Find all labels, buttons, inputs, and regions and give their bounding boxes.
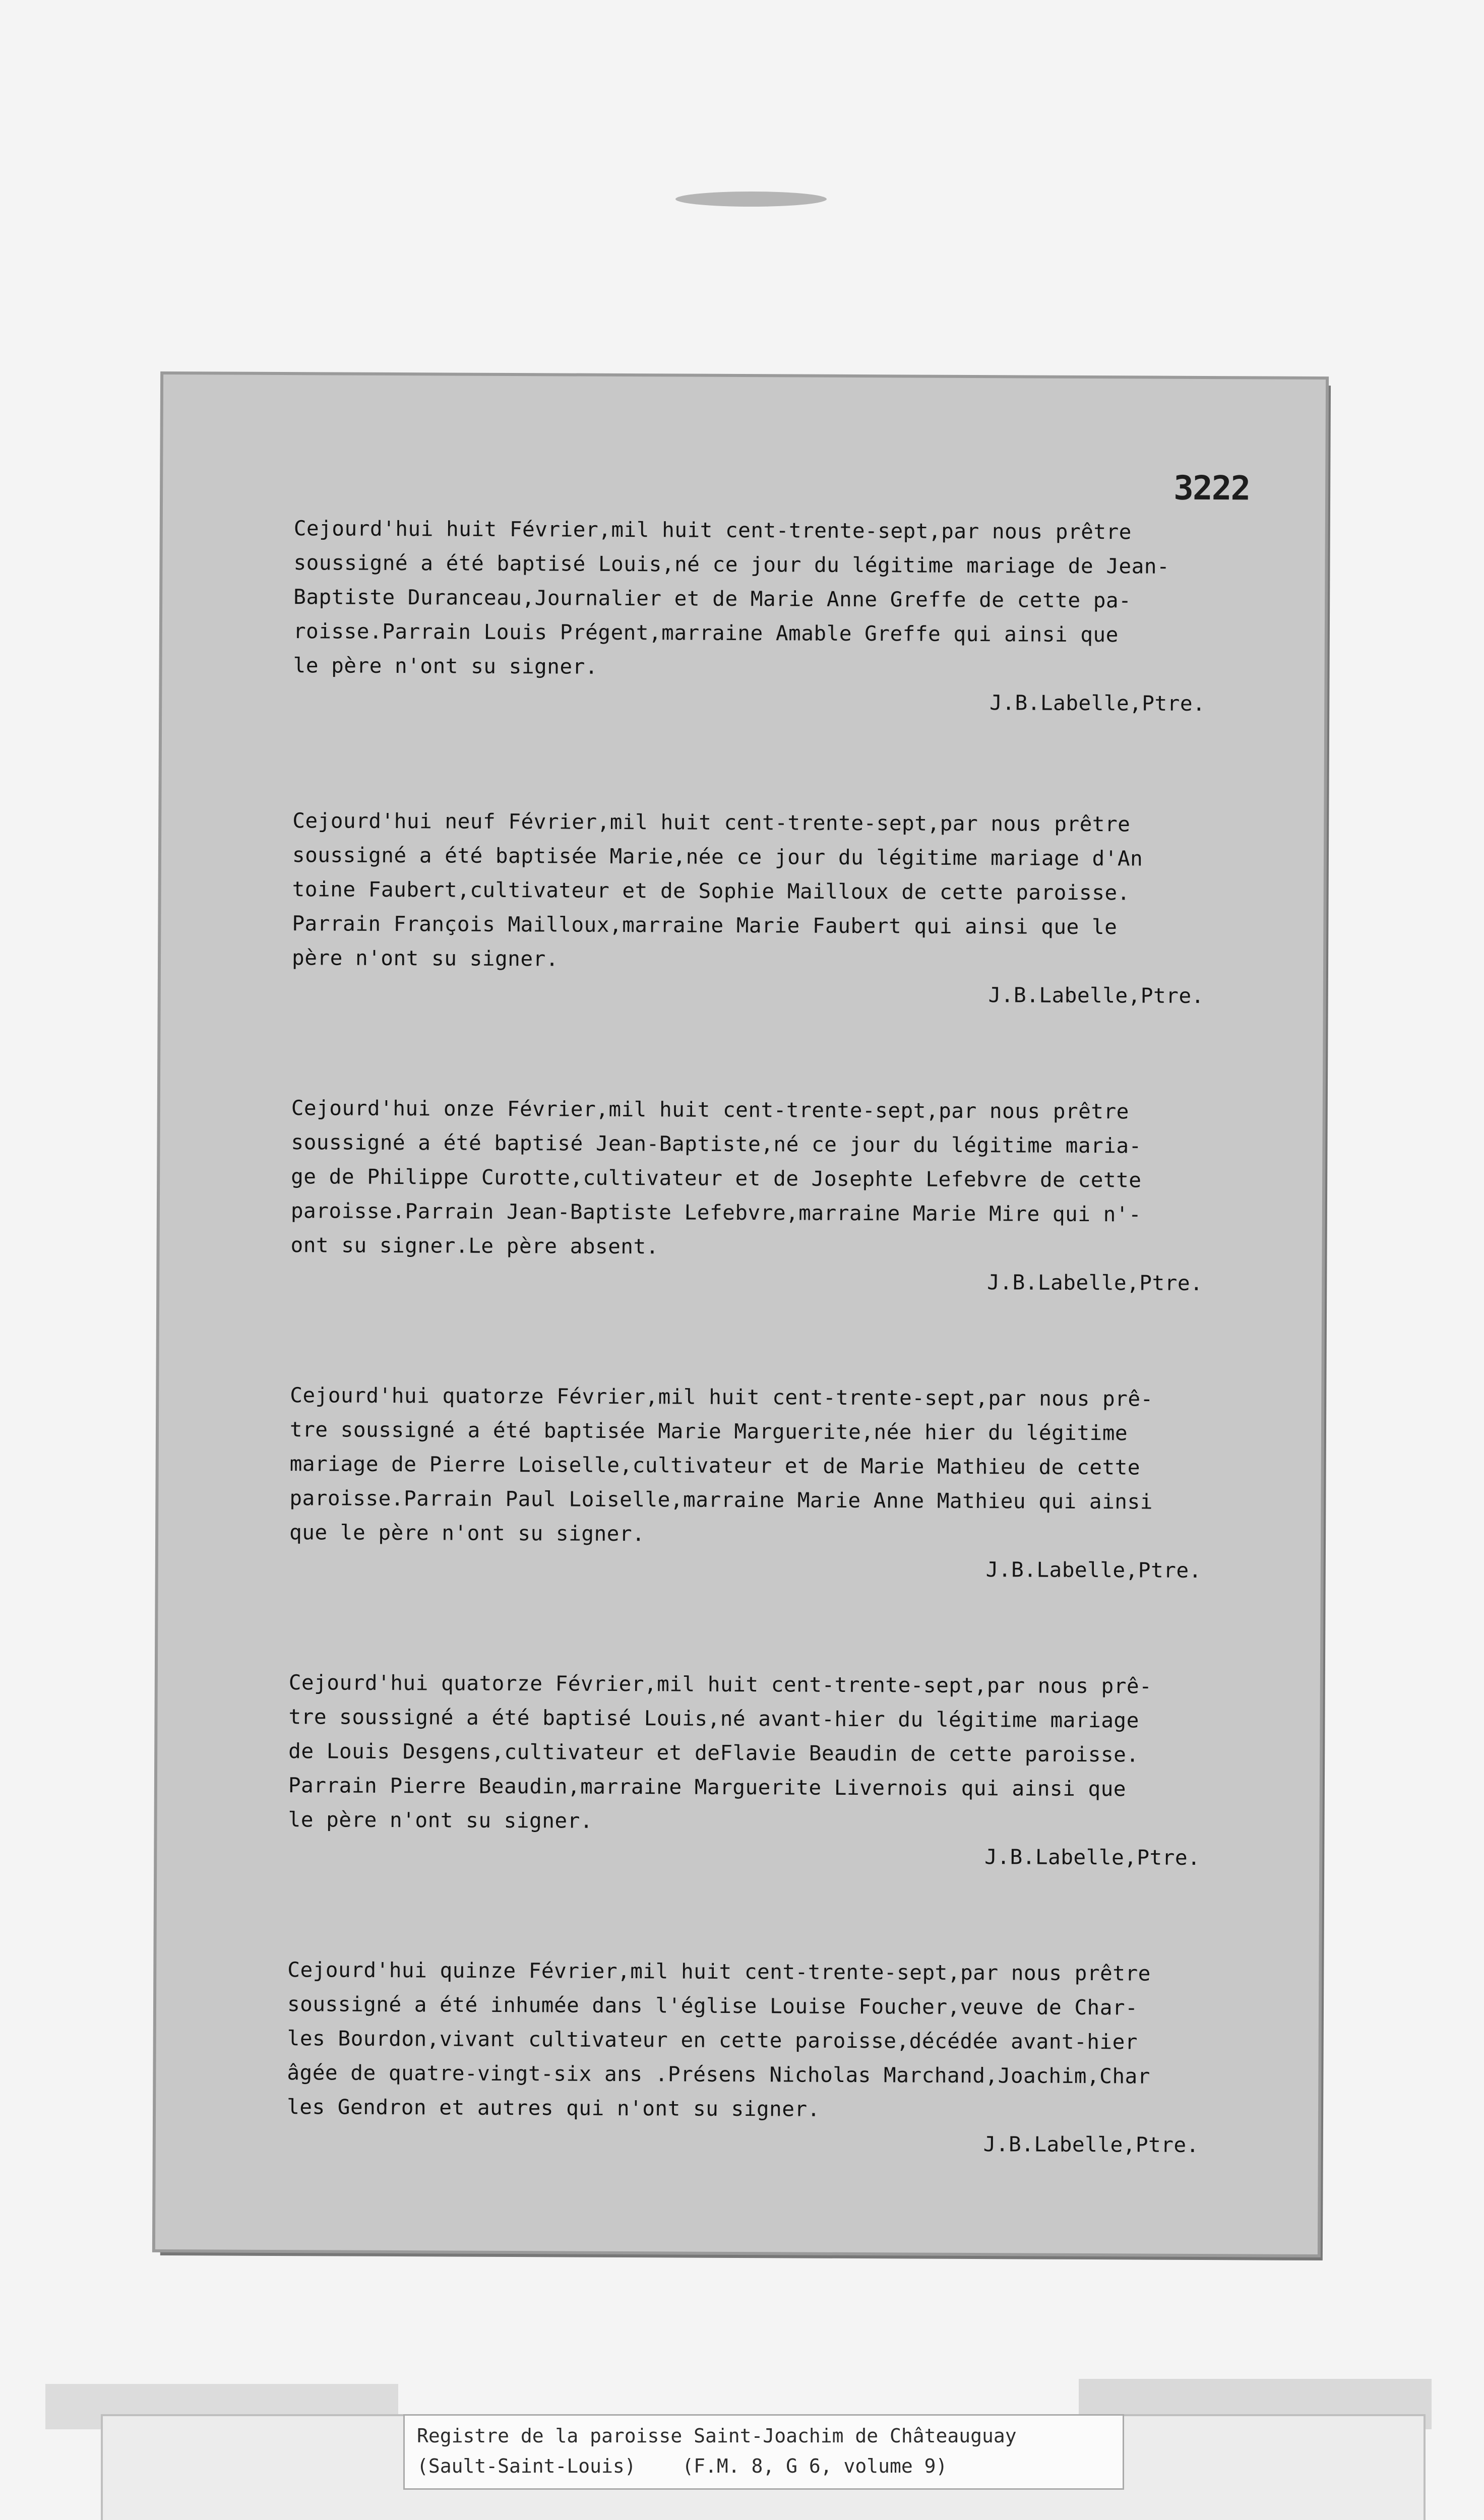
record-line: paroisse.Parrain Paul Loiselle,marraine Marie Anne Mathieu qui ainsi (289, 1486, 1153, 1514)
register-page (155, 374, 1326, 2254)
record-signature: J.B.Labelle,Ptre. (990, 690, 1206, 716)
record-line: Cejourd'hui huit Février,mil huit cent-trente-sept,par nous prêtre (293, 516, 1132, 544)
record-line: le père n'ont su signer. (288, 1807, 593, 1833)
record-line: le père n'ont su signer. (293, 653, 598, 679)
record-line: mariage de Pierre Loiselle,cultivateur et de Marie Mathieu de cette (289, 1452, 1141, 1480)
record-line: Cejourd'hui quatorze Février,mil huit cent-trente-sept,par nous prê- (288, 1670, 1152, 1698)
record-signature: J.B.Labelle,Ptre. (984, 1845, 1201, 1870)
record-line: les Gendron et autres qui n'ont su signer. (287, 2095, 820, 2121)
record-line: soussigné a été baptisé Jean-Baptiste,né ce jour du légitime maria- (291, 1130, 1142, 1158)
record-4 (289, 1378, 1278, 1588)
record-line: Cejourd'hui neuf Février,mil huit cent-trente-sept,par nous prêtre (292, 808, 1131, 837)
catalog-line-2: (Sault-Saint-Louis) (F.M. 8, G 6, volume 9) (417, 2455, 948, 2477)
page-number: 3222 (1173, 468, 1250, 508)
record-line: Parrain Pierre Beaudin,marraine Marguerite Livernois qui ainsi que (288, 1773, 1127, 1801)
record-line: Cejourd'hui quinze Février,mil huit cent-trente-sept,par nous prêtre (287, 1958, 1151, 1986)
record-line: Cejourd'hui onze Février,mil huit cent-trente-sept,par nous prêtre (291, 1096, 1130, 1124)
catalog-card (403, 2414, 1124, 2490)
record-line: soussigné a été baptisée Marie,née ce jour du légitime mariage d'An (292, 843, 1143, 871)
record-signature: J.B.Labelle,Ptre. (987, 1270, 1203, 1296)
record-line: Parrain François Mailloux,marraine Marie Faubert qui ainsi que le (292, 911, 1118, 939)
record-line: roisse.Parrain Louis Prégent,marraine Amable Greffe qui ainsi que (293, 619, 1119, 647)
record-line: soussigné a été inhumée dans l'église Louise Foucher,veuve de Char- (287, 1992, 1138, 2020)
catalog-line-1: Registre de la paroisse Saint-Joachim de Châteauguay (417, 2425, 1017, 2447)
record-1 (293, 511, 1282, 721)
record-signature: J.B.Labelle,Ptre. (983, 2132, 1199, 2157)
record-line: ont su signer.Le père absent. (290, 1233, 659, 1259)
record-line: tre soussigné a été baptisée Marie Marguerite,née hier du légitime (289, 1417, 1128, 1445)
record-line: âgée de quatre-vingt-six ans .Présens Nicholas Marchand,Joachim,Char (287, 2060, 1151, 2089)
record-line: de Louis Desgens,cultivateur et deFlavie Beaudin de cette paroisse. (288, 1739, 1139, 1767)
record-signature: J.B.Labelle,Ptre. (985, 1557, 1202, 1583)
record-5 (288, 1665, 1277, 1875)
record-line: les Bourdon,vivant cultivateur en cette paroisse,décédée avant-hier (287, 2026, 1138, 2054)
record-2 (292, 803, 1281, 1014)
record-line: Baptiste Duranceau,Journalier et de Marie Anne Greffe de cette pa- (293, 585, 1132, 613)
record-line: que le père n'ont su signer. (289, 1520, 645, 1546)
record-line: toine Faubert,cultivateur et de Sophie Mailloux de cette paroisse. (292, 877, 1130, 905)
record-line: père n'ont su signer. (291, 946, 559, 971)
film-scratch (675, 192, 827, 207)
record-signature: J.B.Labelle,Ptre. (988, 983, 1204, 1009)
record-line: soussigné a été baptisé Louis,né ce jour du légitime mariage de Jean- (293, 550, 1170, 579)
record-line: Cejourd'hui quatorze Février,mil huit cent-trente-sept,par nous prê- (290, 1383, 1153, 1411)
record-line: ge de Philippe Curotte,cultivateur et de Josephte Lefebvre de cette (291, 1164, 1142, 1192)
record-6 (287, 1952, 1276, 2163)
record-line: paroisse.Parrain Jean-Baptiste Lefebvre,marraine Marie Mire qui n'- (290, 1199, 1142, 1227)
record-line: tre soussigné a été baptisé Louis,né avant-hier du légitime mariage (288, 1705, 1139, 1733)
record-3 (290, 1091, 1279, 1301)
